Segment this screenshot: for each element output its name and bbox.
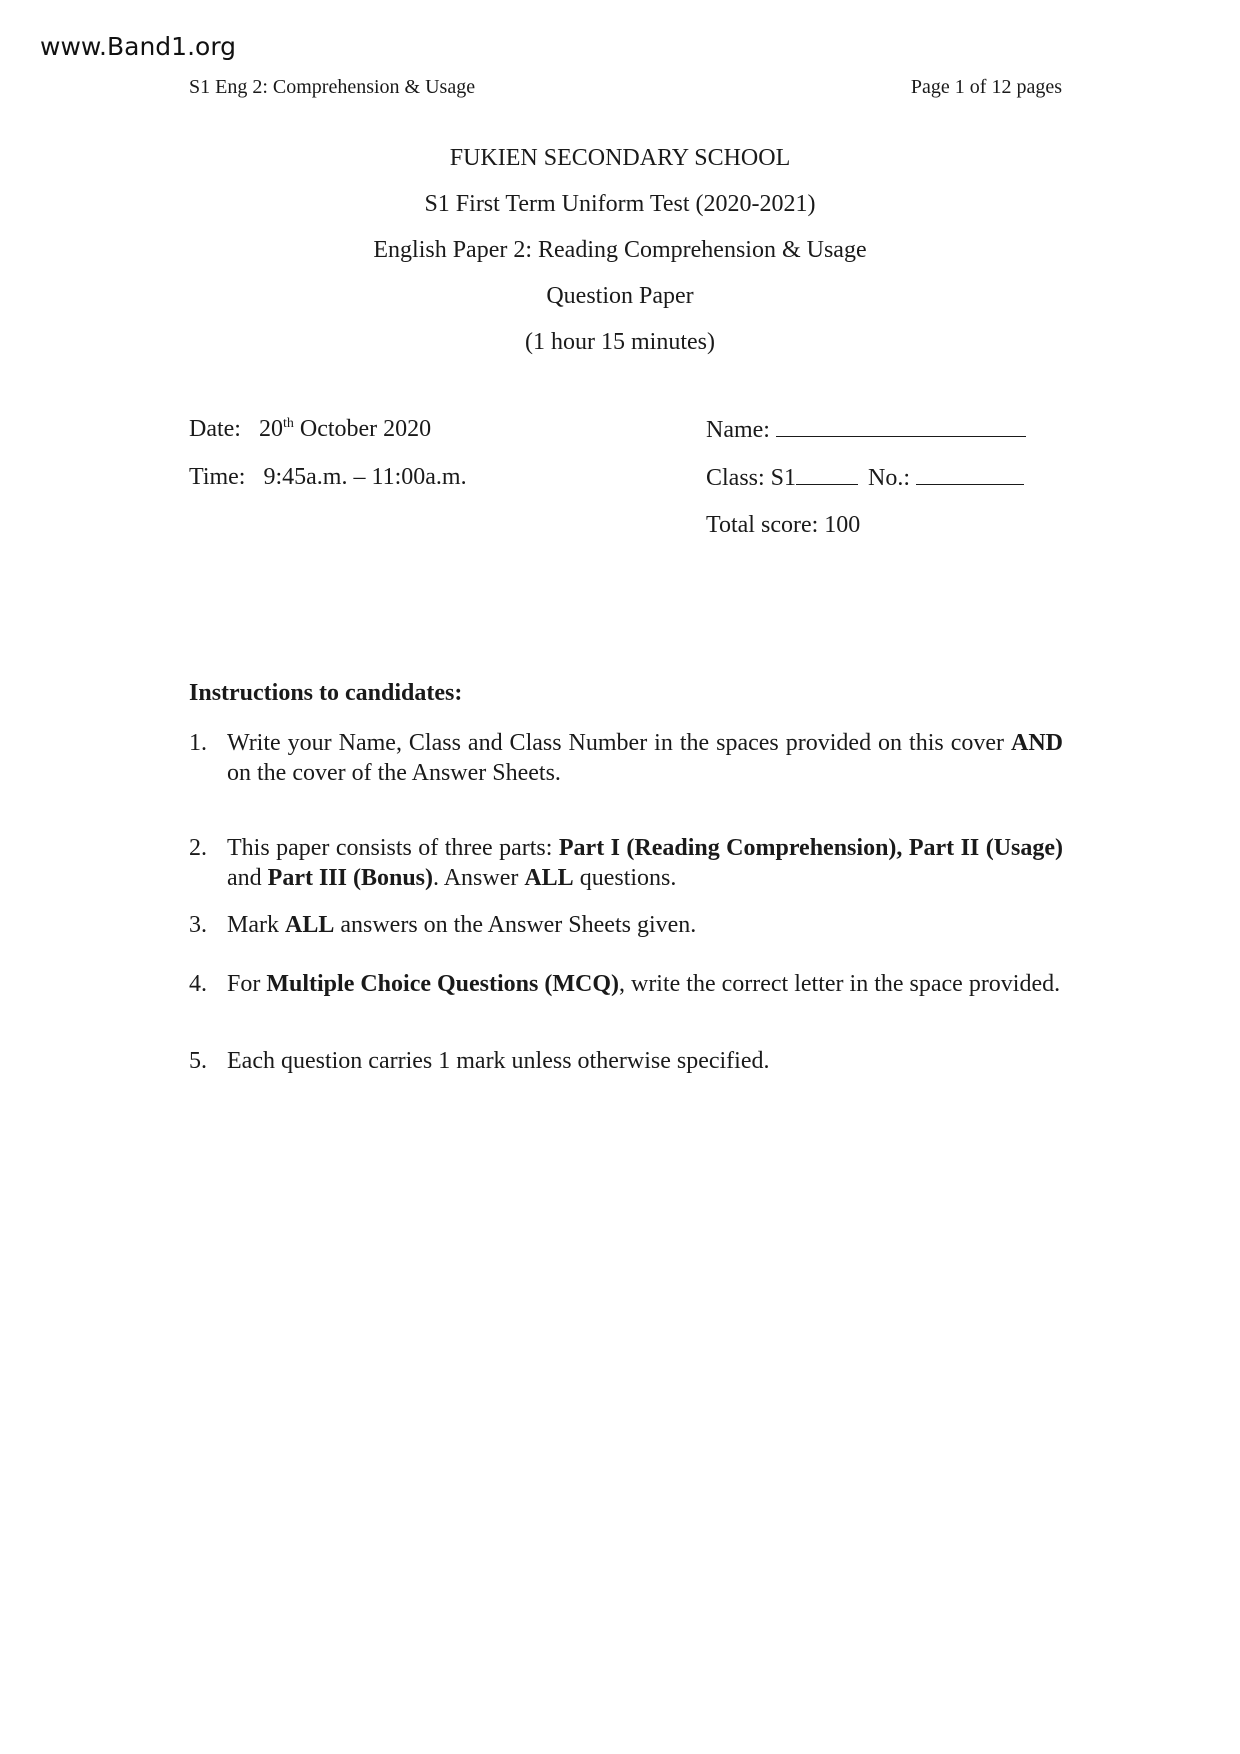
running-header-title: S1 Eng 2: Comprehension & Usage bbox=[189, 76, 476, 98]
watermark-url: www.Band1.org bbox=[40, 32, 237, 61]
instruction-text: questions. bbox=[579, 865, 677, 891]
instruction-text: Mark bbox=[227, 912, 279, 938]
number-label: No.: bbox=[868, 465, 911, 491]
page-number: Page 1 of 12 pages bbox=[910, 76, 1062, 98]
time-value: 9:45a.m. – 11:00a.m. bbox=[263, 464, 467, 490]
total-score: Total score: 100 bbox=[706, 512, 861, 538]
instruction-emphasis: Part III (Bonus) bbox=[267, 865, 434, 891]
time-line bbox=[189, 464, 467, 491]
date-line bbox=[189, 416, 431, 443]
school-name: FUKIEN SECONDARY SCHOOL bbox=[449, 145, 791, 171]
instruction-emphasis: ALL bbox=[284, 912, 335, 938]
instruction-item bbox=[189, 1046, 1063, 1076]
instruction-item bbox=[189, 728, 1063, 788]
name-blank[interactable] bbox=[776, 416, 1026, 437]
date-day: 20 bbox=[258, 416, 283, 442]
instructions-heading: Instructions to candidates: bbox=[189, 680, 463, 706]
paper-name: English Paper 2: Reading Comprehension & Usage bbox=[373, 237, 867, 263]
instruction-item bbox=[189, 910, 1063, 940]
instruction-text: This paper consists of three parts: bbox=[227, 835, 553, 861]
instruction-emphasis: ALL bbox=[524, 865, 574, 891]
instruction-item bbox=[189, 833, 1063, 893]
paper-type: Question Paper bbox=[546, 283, 694, 309]
instruction-text: For bbox=[227, 971, 261, 997]
paper-duration: (1 hour 15 minutes) bbox=[525, 329, 715, 355]
instruction-text: answers on the Answer Sheets given. bbox=[340, 912, 697, 938]
instruction-number: 4. bbox=[189, 971, 207, 997]
instruction-number: 3. bbox=[189, 912, 207, 938]
instruction-text: on the cover of the Answer Sheets. bbox=[227, 760, 561, 786]
name-line bbox=[706, 416, 1026, 444]
instruction-text: and bbox=[227, 865, 262, 891]
instruction-item bbox=[189, 969, 1063, 999]
instruction-text: Each question carries 1 mark unless otherwise specified. bbox=[227, 1048, 770, 1074]
instruction-emphasis: Part I (Reading Comprehension), Part II (Usage) bbox=[558, 835, 1064, 861]
date-rest: October 2020 bbox=[299, 416, 432, 442]
class-label: Class: S1 bbox=[706, 465, 797, 491]
date-label: Date: bbox=[189, 416, 241, 442]
number-blank[interactable] bbox=[916, 464, 1024, 485]
time-label: Time: bbox=[189, 464, 246, 490]
instruction-text: Write your Name, Class and Class Number in the spaces provided on this cover bbox=[227, 730, 1005, 756]
test-name: S1 First Term Uniform Test (2020-2021) bbox=[424, 191, 816, 217]
instruction-number: 5. bbox=[189, 1048, 207, 1074]
instruction-text: . Answer bbox=[433, 865, 519, 891]
class-line bbox=[706, 464, 1024, 492]
class-blank[interactable] bbox=[796, 464, 858, 485]
instruction-emphasis: Multiple Choice Questions (MCQ) bbox=[266, 971, 619, 997]
date-suffix: th bbox=[282, 416, 294, 431]
instruction-emphasis: AND bbox=[1011, 730, 1064, 756]
instruction-number: 1. bbox=[189, 730, 207, 756]
name-label: Name: bbox=[706, 417, 770, 443]
instruction-text: , write the correct letter in the space provided. bbox=[618, 971, 1061, 997]
title-block bbox=[0, 140, 1240, 370]
instruction-number: 2. bbox=[189, 835, 207, 861]
